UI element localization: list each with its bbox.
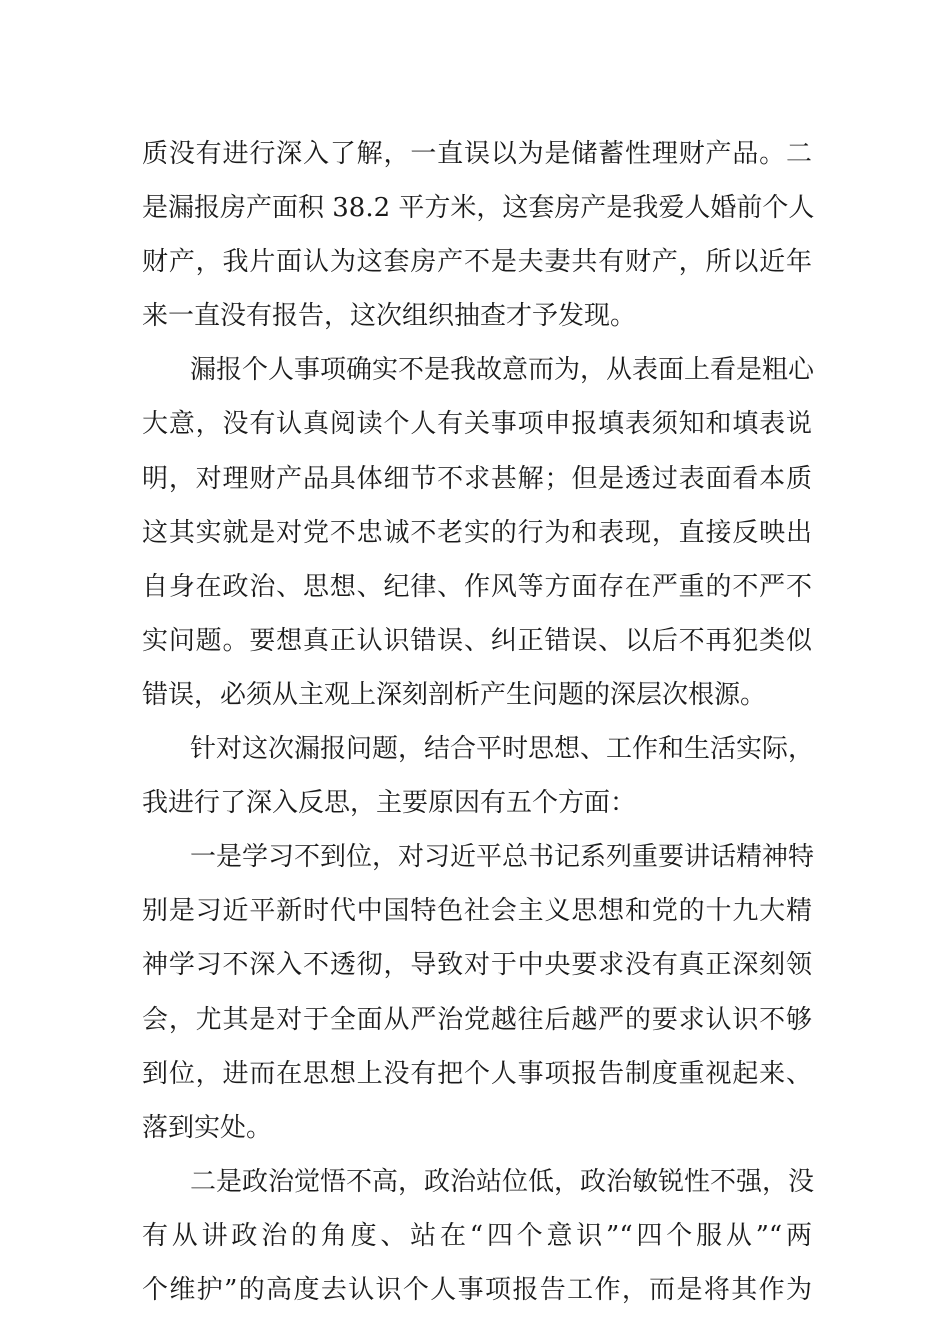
text-line: 别是习近平新时代中国特色社会主义思想和党的十九大精: [142, 896, 812, 927]
text-line: 针对这次漏报问题，结合平时思想、工作和生活实际，: [190, 734, 815, 765]
text-line: 明，对理财产品具体细节不求甚解；但是透过表面看本质: [142, 463, 812, 494]
text-line: 我进行了深入反思，主要原因有五个方面：: [142, 788, 637, 819]
text-line: 质没有进行深入了解，一直误以为是储蓄性理财产品。二: [142, 139, 812, 169]
text-line: 神学习不深入不透彻，导致对于中央要求没有真正深刻领: [142, 950, 812, 981]
text-line: 个维护”的高度去认识个人事项报告工作，而是将其作为: [142, 1274, 812, 1305]
text-line: 会，尤其是对于全面从严治党越往后越严的要求认识不够: [142, 1004, 812, 1035]
text-line: 实问题。要想真正认识错误、纠正错误、以后不再犯类似: [142, 625, 812, 656]
text-line: 一是学习不到位，对习近平总书记系列重要讲话精神特: [190, 842, 815, 873]
text-line: 大意，没有认真阅读个人有关事项申报填表须知和填表说: [142, 409, 812, 440]
text-line: 错误，必须从主观上深刻剖析产生问题的深层次根源。: [142, 679, 767, 710]
text-line: 有从讲政治的角度、站在“四个意识”“四个服从”“两: [142, 1220, 812, 1251]
text-line: 财产，我片面认为这套房产不是夫妻共有财产，所以近年: [142, 247, 812, 278]
text-line: 落到实处。: [142, 1112, 273, 1143]
body-text: [142, 127, 815, 1317]
text-line: 漏报个人事项确实不是我故意而为，从表面上看是粗心: [190, 355, 815, 386]
text-line: 来一直没有报告，这次组织抽查才予发现。: [142, 301, 637, 332]
text-line: 到位，进而在思想上没有把个人事项报告制度重视起来、: [142, 1058, 812, 1089]
text-line: 自身在政治、思想、纪律、作风等方面存在严重的不严不: [142, 571, 812, 602]
text-line: 是漏报房产面积 38.2 平方米，这套房产是我爱人婚前个人: [142, 193, 815, 224]
text-line: 这其实就是对党不忠诚不老实的行为和表现，直接反映出: [142, 517, 812, 548]
text-line: 二是政治觉悟不高，政治站位低，政治敏锐性不强，没: [190, 1166, 815, 1197]
